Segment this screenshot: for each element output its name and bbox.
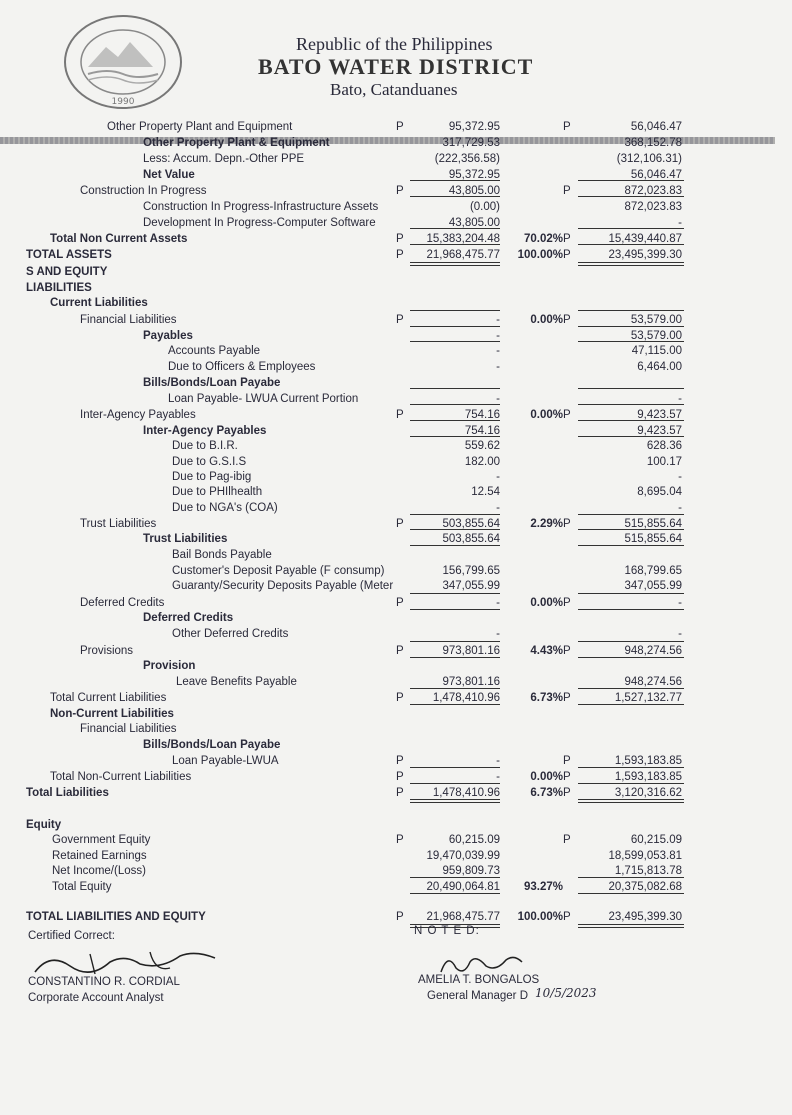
value-year2: 6,464.00 [637,361,682,373]
value-year2: 628.36 [646,440,682,452]
value-year1: 60,215.09 [448,834,500,846]
row-label: Loan Payable-LWUA [172,755,279,767]
peso-sign-curr: P [563,518,571,530]
row-label: Inter-Agency Payables [80,409,196,421]
percent-value: 0.00% [530,409,563,421]
underline [410,404,500,405]
value-year1: 95,372.95 [448,169,500,181]
underline [410,877,500,878]
right-signatory-title: General Manager D [427,990,528,1002]
row-label: Loan Payable- LWUA Current Portion [168,393,359,405]
underline [578,877,684,878]
value-year1: 156,799.65 [442,565,500,577]
row-label: Due to NGA's (COA) [172,502,278,514]
header-republic: Republic of the Philippines [296,34,493,54]
value-year2: 368,152.78 [624,137,682,149]
peso-sign-prev: P [396,597,404,609]
value-year2: - [678,597,682,609]
value-year2: 1,593,183.85 [614,755,682,767]
row-label: Due to Pag-ibig [172,471,252,483]
value-year1: 20,490,064.81 [426,881,500,893]
value-year1: 43,805.00 [448,217,500,229]
value-year2: 53,579.00 [630,314,682,326]
value-year2: - [678,502,682,514]
row-label: Net Value [143,169,195,181]
value-year1: 973,801.16 [442,645,500,657]
row-label: Net Income/(Loss) [52,865,146,877]
underline [578,767,684,768]
row-label: Due to PHIlhealth [172,486,263,498]
peso-sign-curr: P [563,787,571,799]
row-label: Trust Liabilities [143,533,228,545]
peso-sign-prev: P [396,771,404,783]
value-year1: - [496,393,500,405]
row-label: Trust Liabilities [80,518,157,530]
double-underline [578,262,684,266]
value-year2: 168,799.65 [624,565,682,577]
value-year1: 182.00 [464,456,500,468]
row-label: Equity [26,819,62,831]
value-year1: 95,372.95 [448,121,500,133]
value-year1: (222,356.58) [434,153,500,165]
value-year2: 20,375,082.68 [608,881,682,893]
certified-label: Certified Correct: [28,930,115,942]
peso-sign-prev: P [396,233,404,245]
value-year1: 347,055.99 [442,580,500,592]
value-year2: 1,527,132.77 [614,692,682,704]
value-year2: 53,579.00 [630,330,682,342]
value-year1: 559.62 [464,440,500,452]
peso-sign-prev: P [396,755,404,767]
row-label: TOTAL LIABILITIES AND EQUITY [26,911,206,923]
underline [578,244,684,245]
underline [410,641,500,642]
value-year1: 1,478,410.96 [432,787,500,799]
row-label: Total Non-Current Liabilities [50,771,192,783]
peso-sign-prev: P [396,911,404,923]
peso-sign-curr: P [563,755,571,767]
percent-value: 0.00% [530,597,563,609]
value-year1: - [496,502,500,514]
double-underline [410,262,500,266]
row-label: Due to Officers & Employees [168,361,316,373]
header-location: Bato, Catanduanes [330,80,458,99]
underline [410,228,500,229]
underline [578,593,684,594]
row-label: Retained Earnings [52,850,147,862]
value-year1: 19,470,039.99 [426,850,500,862]
value-year1: - [496,361,500,373]
row-label: Guaranty/Security Deposits Payable (Meter [172,580,394,592]
underline [410,244,500,245]
row-label: Deferred Credits [80,597,165,609]
value-year2: 100.17 [646,456,682,468]
underline [578,688,684,689]
value-year1: 21,968,475.77 [426,249,500,261]
peso-sign-prev: P [396,121,404,133]
underline [578,420,684,421]
value-year2: 9,423.57 [637,409,682,421]
row-label: Provisions [80,645,134,657]
value-year1: (0.00) [469,201,500,213]
underline [410,593,500,594]
peso-sign-curr: P [563,185,571,197]
row-label: Total Non Current Assets [50,233,188,245]
value-year1: - [496,330,500,342]
row-label: Payables [143,330,193,342]
value-year2: - [678,471,682,483]
row-label: Due to G.S.I.S [172,456,247,468]
value-year2: 18,599,053.81 [608,850,682,862]
underline [578,404,684,405]
value-year1: 21,968,475.77 [426,911,500,923]
percent-value: 70.02% [523,233,563,245]
peso-sign-curr: P [563,645,571,657]
percent-value: 100.00% [517,249,563,261]
row-label: Non-Current Liabilities [50,708,174,720]
value-year1: - [496,755,500,767]
row-label: Current Liabilities [50,297,148,309]
value-year1: 754.16 [464,409,500,421]
peso-sign-prev: P [396,314,404,326]
row-label: Inter-Agency Payables [143,425,267,437]
value-year1: 503,855.64 [442,533,500,545]
value-year2: 15,439,440.87 [608,233,682,245]
percent-value: 6.73% [530,787,563,799]
peso-sign-prev: P [396,249,404,261]
value-year1: - [496,628,500,640]
underline [578,228,684,229]
value-year2: 515,855.64 [624,533,682,545]
value-year2: 948,274.56 [624,645,682,657]
value-year1: 973,801.16 [442,676,500,688]
value-year1: 317,729.53 [442,137,500,149]
row-label: Bail Bonds Payable [172,549,272,561]
row-label: Construction In Progress-Infrastructure Assets [143,201,379,213]
row-label: Other Property Plant & Equipment [143,137,330,149]
value-year1: - [496,345,500,357]
underline [410,767,500,768]
peso-sign-prev: P [396,518,404,530]
percent-value: 0.00% [530,771,563,783]
value-year2: 60,215.09 [630,834,682,846]
underline [410,388,500,389]
underline [410,529,500,530]
underline [410,657,500,658]
underline [410,196,500,197]
row-label: Total Equity [52,881,112,893]
percent-value: 4.43% [530,645,563,657]
row-label: Bills/Bonds/Loan Payabe [143,739,281,751]
underline [578,704,684,705]
peso-sign-curr: P [563,597,571,609]
peso-sign-curr: P [563,314,571,326]
value-year1: 959,809.73 [442,865,500,877]
row-label: Accounts Payable [168,345,261,357]
underline [410,436,500,437]
left-signatory-name: CONSTANTINO R. CORDIAL [28,976,180,988]
row-label: S AND EQUITY [26,266,108,278]
value-year1: 43,805.00 [448,185,500,197]
underline [410,180,500,181]
underline [578,529,684,530]
value-year2: 948,274.56 [624,676,682,688]
row-label: Bills/Bonds/Loan Payabe [143,377,281,389]
underline [410,341,500,342]
row-label: Government Equity [52,834,151,846]
underline [578,657,684,658]
underline [578,310,684,311]
row-label: Financial Liabilities [80,723,177,735]
noted-label: N O T E D: [414,925,480,937]
underline [578,545,684,546]
peso-sign-curr: P [563,834,571,846]
underline [410,704,500,705]
peso-sign-prev: P [396,692,404,704]
double-underline [578,799,684,803]
row-label: Leave Benefits Payable [176,676,297,688]
value-year1: 12.54 [471,486,500,498]
underline [410,783,500,784]
left-signatory-title: Corporate Account Analyst [28,992,164,1004]
peso-sign-prev: P [396,834,404,846]
peso-sign-curr: P [563,121,571,133]
row-label: Development In Progress-Computer Software [143,217,376,229]
value-year2: (312,106.31) [616,153,682,165]
underline [578,514,684,515]
row-label: Other Deferred Credits [172,628,289,640]
underline [578,893,684,894]
underline [410,420,500,421]
svg-text:1990: 1990 [111,97,135,107]
underline [578,388,684,389]
right-signatory-name: AMELIA T. BONGALOS [418,974,540,986]
value-year2: 8,695.04 [637,486,682,498]
peso-sign-prev: P [396,787,404,799]
peso-sign-curr: P [563,249,571,261]
double-underline [578,924,684,928]
underline [578,436,684,437]
handwritten-date: 10/5/2023 [535,986,597,1000]
value-year2: - [678,628,682,640]
value-year2: 347,055.99 [624,580,682,592]
underline [578,341,684,342]
row-label: Due to B.I.R. [172,440,238,452]
value-year1: - [496,771,500,783]
value-year2: 23,495,399.30 [608,911,682,923]
row-label: Less: Accum. Depn.-Other PPE [143,153,305,165]
percent-value: 6.73% [530,692,563,704]
row-label: Total Current Liabilities [50,692,167,704]
value-year2: 47,115.00 [631,345,682,357]
value-year1: 754.16 [464,425,500,437]
row-label: TOTAL ASSETS [26,249,112,261]
value-year2: - [678,393,682,405]
value-year2: 1,593,183.85 [614,771,682,783]
underline [578,609,684,610]
value-year2: 23,495,399.30 [608,249,682,261]
underline [410,310,500,311]
underline [410,545,500,546]
value-year2: 56,046.47 [630,121,682,133]
peso-sign-prev: P [396,409,404,421]
header-district-name: BATO WATER DISTRICT [258,54,534,79]
value-year2: - [678,217,682,229]
row-label: Provision [143,660,196,672]
double-underline [410,799,500,803]
peso-sign-curr: P [563,409,571,421]
peso-sign-prev: P [396,645,404,657]
value-year2: 515,855.64 [624,518,682,530]
value-year1: - [496,597,500,609]
underline [410,514,500,515]
underline [410,609,500,610]
underline [578,196,684,197]
value-year2: 56,046.47 [630,169,682,181]
percent-value: 93.27% [523,881,563,893]
underline [578,180,684,181]
row-label: Financial Liabilities [80,314,177,326]
value-year2: 872,023.83 [624,201,682,213]
value-year1: 503,855.64 [442,518,500,530]
row-label: LIABILITIES [26,282,92,294]
underline [578,641,684,642]
value-year2: 3,120,316.62 [614,787,682,799]
underline [410,893,500,894]
value-year1: - [496,314,500,326]
value-year1: 15,383,204.48 [426,233,500,245]
value-year1: 1,478,410.96 [432,692,500,704]
peso-sign-curr: P [563,233,571,245]
value-year2: 9,423.57 [637,425,682,437]
underline [410,326,500,327]
row-label: Construction In Progress [80,185,207,197]
row-label: Deferred Credits [143,612,234,624]
underline [410,688,500,689]
peso-sign-curr: P [563,911,571,923]
row-label: Customer's Deposit Payable (F consump) [172,565,385,577]
peso-sign-curr: P [563,771,571,783]
peso-sign-curr: P [563,692,571,704]
percent-value: 100.00% [517,911,563,923]
underline [578,326,684,327]
row-label: Total Liabilities [26,787,109,799]
percent-value: 0.00% [530,314,563,326]
seal-logo [58,12,188,112]
underline [578,783,684,784]
value-year2: 1,715,813.78 [614,865,682,877]
peso-sign-prev: P [396,185,404,197]
value-year1: - [496,471,500,483]
row-label: Other Property Plant and Equipment [107,121,293,133]
value-year2: 872,023.83 [624,185,682,197]
percent-value: 2.29% [530,518,563,530]
